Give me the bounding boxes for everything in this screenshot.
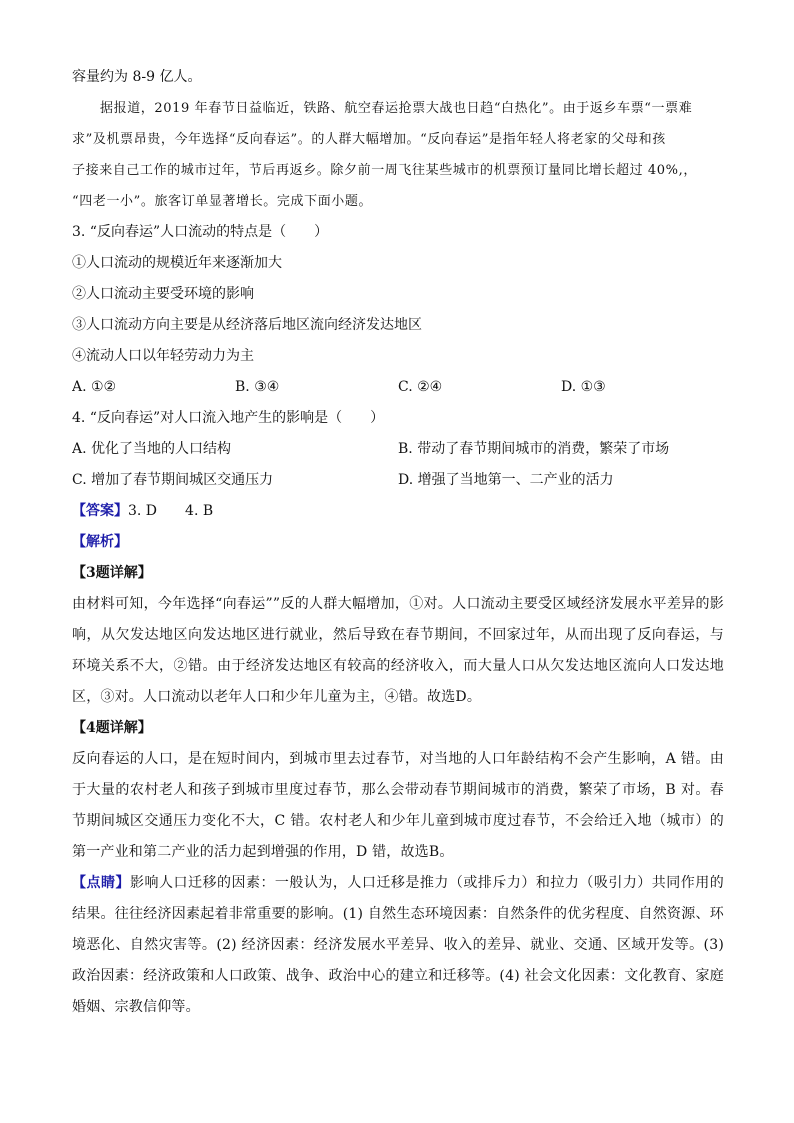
option-c: C. ②④ <box>398 379 443 395</box>
question-3-options <box>72 372 724 403</box>
detail-3-label: 【3题详解】 <box>72 565 152 581</box>
detail-3-text: 由材料可知，今年选择“向春运””反的人群大幅增加，①对。人口流动主要受区域经济发展水平差异的影响，从欠发达地区向发达地区进行就业，然后导致在春节期间，不回家过年，从而出现了反向春运，与环境关系不大，②错。由于经济发达地区有较高的经济收入，而大量人口从欠发达地区流向人口发达地区，③对。人口流动以老年人口和少年儿童为主，④错。故选D。 <box>72 596 724 705</box>
question-3-stem: 3. “反向春运”人口流动的特点是（ ） <box>72 224 329 240</box>
intro-tail: 容量约为 8-9 亿人。 <box>72 69 202 85</box>
detail-4-text: 反向春运的人口，是在短时间内，到城市里去过春节，对当地的人口年龄结构不会产生影响，A 错。由于大量的农村老人和孩子到城市里度过春节，那么会带动春节期间城市的消费，繁荣了市场，B 对。春节期间城区交通压力变化不大，C 错。农村老人和少年儿童到城市度过春节，不会给迁入地（城市）的第一产业和第二产业的活力起到增强的作用，D 错，故选B。 <box>72 751 724 860</box>
analysis-label: 【解析】 <box>72 534 128 550</box>
passage-line: 求”及机票昂贵，今年选择“反向春运”。的人群大幅增加。“反向春运”是指年轻人将老家的父母和孩 <box>72 132 666 147</box>
detail-3-heading <box>72 558 724 589</box>
option-d: D. ①③ <box>561 379 606 395</box>
question-4-stem: 4. “反向春运”对人口流入地产生的影响是（ ） <box>72 410 385 426</box>
passage-line: 据报道，2019 年春节日益临近，铁路、航空春运抢票大战也日趋“白热化”。由于返乡车票“一票难 <box>100 101 693 116</box>
option-c: C. 增加了春节期间城区交通压力 <box>72 472 274 488</box>
passage-line: “四老一小”。旅客订单显著增长。完成下面小题。 <box>72 194 373 209</box>
answer-line <box>72 496 724 527</box>
answer-4: 4. B <box>185 503 214 519</box>
option-b: B. 带动了春节期间城市的消费，繁荣了市场 <box>398 441 670 457</box>
statement-3: ③人口流动方向主要是从经济落后地区流向经济发达地区 <box>72 317 422 333</box>
option-a: A. 优化了当地的人口结构 <box>72 441 232 457</box>
detail-4-heading <box>72 713 724 744</box>
answer-label: 【答案】 <box>72 503 128 519</box>
passage <box>72 93 724 217</box>
statement-1: ①人口流动的规模近年来逐渐加大 <box>72 255 282 271</box>
comment-paragraph <box>72 868 724 1023</box>
comment-label: 【点睛】 <box>72 875 130 891</box>
analysis-heading <box>72 527 724 558</box>
question-4 <box>72 403 724 496</box>
statement-4: ④流动人口以年轻劳动力为主 <box>72 348 254 364</box>
option-b: B. ③④ <box>235 379 280 395</box>
detail-4-label: 【4题详解】 <box>72 720 152 736</box>
answer-3: 3. D <box>128 503 158 519</box>
option-a: A. ①② <box>72 379 117 395</box>
statement-2: ②人口流动主要受环境的影响 <box>72 286 254 302</box>
passage-line: 子接来自己工作的城市过年，节后再返乡。除夕前一周飞往某些城市的机票预订量同比增长超过 40%,， <box>72 163 697 178</box>
comment-text: 影响人口迁移的因素：一般认为，人口迁移是推力（或排斥力）和拉力（吸引力）共同作用的结果。往往经济因素起着非常重要的影响。(1) 自然生态环境因素：自然条件的优劣程度、自然资源、环境恶化、自然灾害等。(2) 经济因素：经济发展水平差异、收入的差异、就业、交通、区域开发等。(3) 政治因素：经济政策和人口政策、战争、政治中心的建立和迁移等。(4) 社会文化因素：文化教育、家庭婚姻、宗教信仰等。 <box>72 875 724 1015</box>
question-4-options-row-1 <box>72 434 724 465</box>
option-d: D. 增强了当地第一、二产业的活力 <box>398 472 614 488</box>
document-page <box>72 62 724 1023</box>
question-3 <box>72 217 724 403</box>
question-4-options-row-2 <box>72 465 724 496</box>
